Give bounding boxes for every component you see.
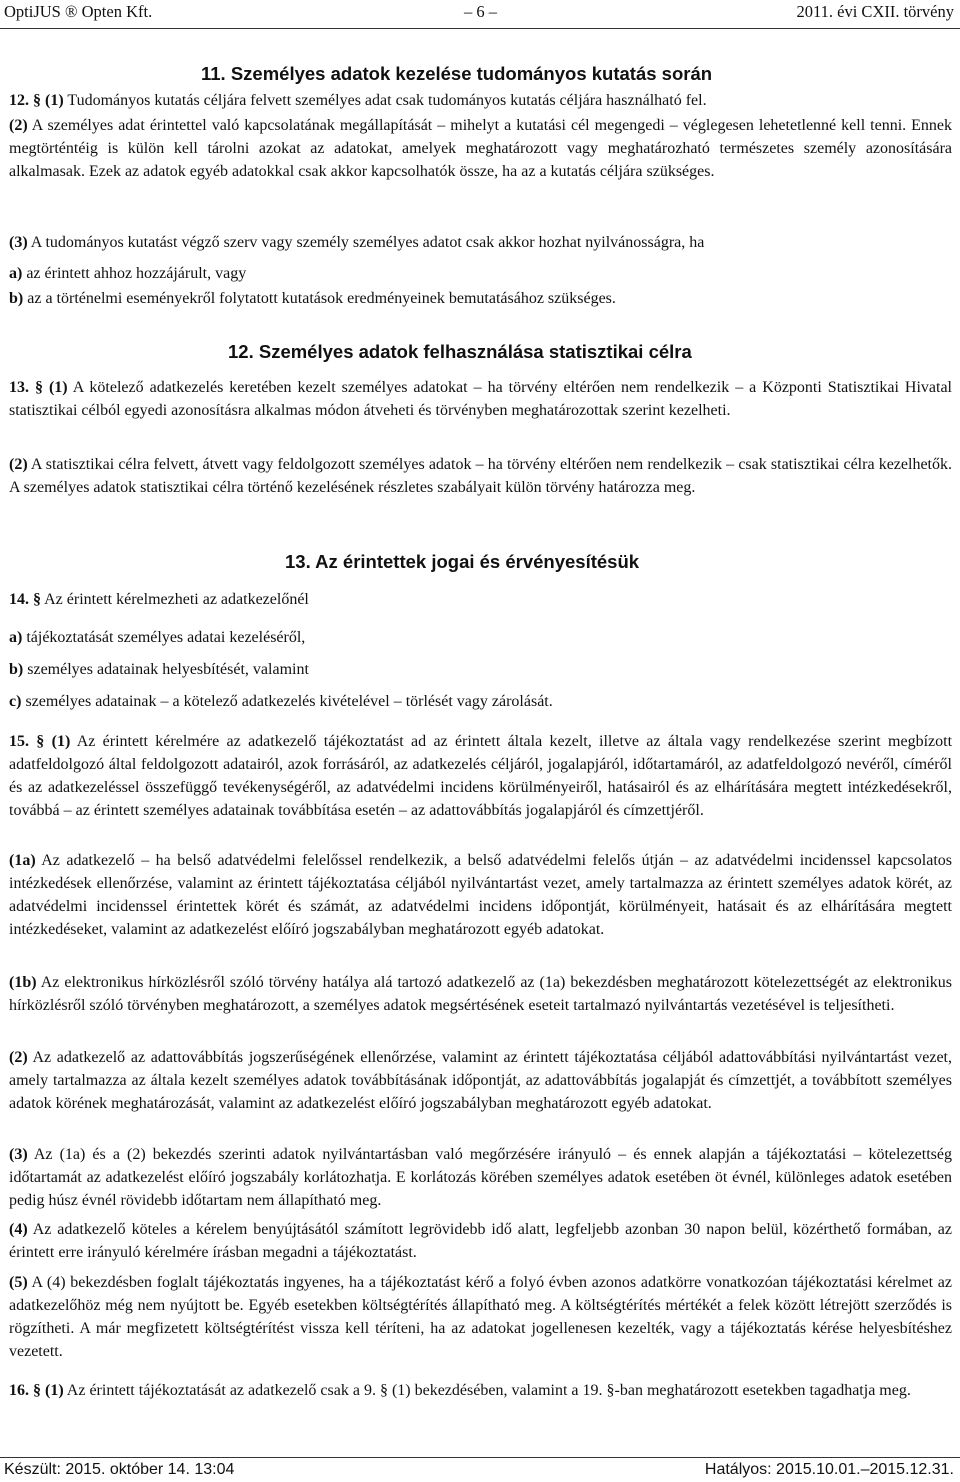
paragraph-number: (1a) <box>9 852 36 869</box>
paragraph-15-1a <box>9 849 952 941</box>
item-letter: c) <box>9 693 22 710</box>
item-text: személyes adatainak – a kötelező adatkezelés kivételével – törlését vagy zárolását. <box>25 693 553 710</box>
paragraph-13-1 <box>9 376 952 422</box>
list-item-14-b <box>9 660 952 680</box>
paragraph-14 <box>9 590 952 610</box>
list-item-12-3-a <box>9 264 952 284</box>
page-header <box>0 0 960 29</box>
paragraph-text: Az elektronikus hírközlésről szóló törvény hatálya alá tartozó adatkezelő az (1a) bekezdésben meghatározott kötelezettségét az elektronikus hírközlésről szóló törvényben meghatározott, a személyes adatok megsértésének eseteit tartalmazó nyilvántartás vezetésével is teljesítheti. <box>9 974 952 1014</box>
paragraph-text: A tudományos kutatást végző szerv vagy személy személyes adatot csak akkor hozhat nyilvánosságra, ha <box>30 234 705 251</box>
item-letter: b) <box>9 290 24 307</box>
page-number: – 6 – <box>464 2 497 21</box>
item-text: személyes adatainak helyesbítését, valamint <box>27 661 309 678</box>
item-text: az a történelmi eseményekről folytatott kutatások eredményeinek bemutatásához szükséges. <box>27 290 616 307</box>
law-title: 2011. évi CXII. törvény <box>796 2 954 21</box>
section-12-title: 12. Személyes adatok felhasználása statisztikai célra <box>228 341 692 362</box>
paragraph-15-5 <box>9 1271 952 1363</box>
item-text: az érintett ahhoz hozzájárult, vagy <box>26 265 247 282</box>
paragraph-text: Az érintett kérelmére az adatkezelő tájékoztatást ad az érintett általa kezelt, illetve az általa vagy rendelkezése szerint megbízott adatfeldolgozó által feldolgozott adatairól, azok forrásáról, az adatkezelés céljáról, jogalapjáról, időtartamáról, az adatfeldolgozó nevéről, címéről és az adatkezeléssel összefüggő tevékenységéről, az adatvédelmi incidens körülményeiről, hatásairól és az elhárítására megtett intézkedésekről, továbbá – az érintett személyes adatainak továbbítása esetén – az adattovábbítás jogalapjáról és címzettjéről. <box>9 733 953 819</box>
paragraph-number: (2) <box>9 117 28 134</box>
publisher-label: OptiJUS ® Opten Kft. <box>4 2 153 21</box>
paragraph-text: A statisztikai célra felvett, átvett vagy feldolgozott személyes adatok – ha törvény eltérően nem rendelkezik – csak statisztikai célra kezelhetők. A személyes adatok statisztikai célra történő kezelésének részletes szabályait külön törvény határozza meg. <box>9 456 952 496</box>
paragraph-text: Tudományos kutatás céljára felvett személyes adat csak tudományos kutatás céljára használható fel. <box>67 92 707 109</box>
paragraph-number: (3) <box>9 1146 28 1163</box>
paragraph-number: (2) <box>9 456 28 473</box>
paragraph-number: 14. § <box>9 591 41 608</box>
list-item-14-c <box>9 692 952 712</box>
paragraph-12-1 <box>9 91 952 111</box>
paragraph-number: 15. § (1) <box>9 733 71 750</box>
item-letter: a) <box>9 265 23 282</box>
paragraph-number: (2) <box>9 1049 28 1066</box>
item-letter: a) <box>9 629 23 646</box>
paragraph-text: A személyes adat érintettel való kapcsolatának megállapítását – mihelyt a kutatási cél megengedi – véglegesen lehetetlenné kell tenni. Ennek megtörténtéig is külön kell tárolni azokat az adatokat, amelyek meghatározott vagy meghatározható természetes személy azonosítására alkalmasak. Ezek az adatok egyéb adatokkal csak akkor kapcsolhatók össze, ha az a kutatás céljára szükséges. <box>9 117 953 180</box>
paragraph-text: Az érintett kérelmezheti az adatkezelőnél <box>44 591 309 608</box>
paragraph-number: (3) <box>9 234 28 251</box>
paragraph-12-2 <box>9 114 952 183</box>
list-item-12-3-b <box>9 289 952 309</box>
paragraph-15-2 <box>9 1046 952 1115</box>
created-date: Készült: 2015. október 14. 13:04 <box>4 1461 235 1478</box>
paragraph-15-4 <box>9 1218 952 1264</box>
paragraph-number: (1b) <box>9 974 37 991</box>
paragraph-13-2 <box>9 453 952 499</box>
paragraph-text: Az adatkezelő köteles a kérelem benyújtásától számított legrövidebb idő alatt, legfeljebb azonban 30 napon belül, közérthető formában, az érintett erre irányuló kérelmére írásban megadni a tájékoztatást. <box>9 1221 952 1261</box>
paragraph-text: Az adatkezelő – ha belső adatvédelmi felelőssel rendelkezik, a belső adatvédelmi felelős útján – az adatvédelmi incidenssel kapcsolatos intézkedések ellenőrzése, valamint az érintett tájékoztatása céljából nyilvántartást vezet, amely tartalmazza az érintett személyes adatok körét, az adatvédelmi incidenssel érintettek körét és számát, az adatvédelmi incidens időpontját, körülményeit, hatásait és az elhárítására megtett intézkedéseket, valamint az adatkezelést előíró jogszabályban meghatározott egyéb adatokat. <box>9 852 952 938</box>
paragraph-text: A kötelező adatkezelés keretében kezelt személyes adatokat – ha törvény eltérően nem rendelkezik – a Központi Statisztikai Hivatal statisztikai célból egyedi azonosításra alkalmas módon átveheti és törvényben meghatározottak szerint kezelheti. <box>9 379 952 419</box>
paragraph-text: Az (1a) és a (2) bekezdés szerinti adatok nyilvántartásban való megőrzésére irányuló – és ennek alapján a tájékoztatási – kötelezettség időtartamát az adatkezelést előíró jogszabály korlátozhatja. E korlátozás körében személyes adatok esetében öt évnél, különleges adatok esetében pedig húsz évnél rövidebb időtartam nem állapítható meg. <box>9 1146 952 1209</box>
paragraph-number: (5) <box>9 1274 28 1291</box>
paragraph-number: 16. § (1) <box>9 1382 64 1399</box>
list-item-14-a <box>9 628 952 648</box>
effective-period: Hatályos: 2015.10.01.–2015.12.31. <box>704 1461 954 1478</box>
paragraph-15-1 <box>9 730 952 822</box>
paragraph-12-3 <box>9 231 952 254</box>
section-11-title: 11. Személyes adatok kezelése tudományos kutatás során <box>201 63 713 84</box>
section-13-title: 13. Az érintettek jogai és érvényesítésük <box>285 551 640 572</box>
paragraph-16-1 <box>9 1379 952 1402</box>
paragraph-text: Az adatkezelő az adattovábbítás jogszerűségének ellenőrzése, valamint az érintett tájékoztatása céljából adattovábbítási nyilvántartást vezet, amely tartalmazza az általa kezelt személyes adatok továbbításának időpontját, az adattovábbítás jogalapját és címzettjét, a továbbított személyes adatok körének meghatározását, valamint az adatkezelést előíró jogszabályban meghatározott egyéb adatokat. <box>9 1049 952 1112</box>
paragraph-number: 12. § (1) <box>9 92 64 109</box>
paragraph-number: 13. § (1) <box>9 379 68 396</box>
item-letter: b) <box>9 661 24 678</box>
paragraph-15-3 <box>9 1143 952 1212</box>
paragraph-text: Az érintett tájékoztatását az adatkezelő csak a 9. § (1) bekezdésében, valamint a 19. §-ban meghatározott esetekben tagadhatja meg. <box>66 1382 911 1399</box>
paragraph-15-1b <box>9 971 952 1017</box>
paragraph-number: (4) <box>9 1221 28 1238</box>
item-text: tájékoztatását személyes adatai kezeléséről, <box>26 629 306 646</box>
page-footer <box>0 1457 960 1482</box>
paragraph-text: A (4) bekezdésben foglalt tájékoztatás ingyenes, ha a tájékoztatást kérő a folyó évben azonos adatkörre vonatkozóan tájékoztatási kérelmet az adatkezelőhöz még nem nyújtott be. Egyéb esetekben költségtérítés állapítható meg. A költségtérítés mértékét a felek között létrejött szerződés is rögzítheti. A már megfizetett költségtérítést vissza kell téríteni, ha az adatokat jogellenesen kezelték, vagy a tájékoztatás kérése helyesbítéshez vezetett. <box>9 1274 953 1360</box>
